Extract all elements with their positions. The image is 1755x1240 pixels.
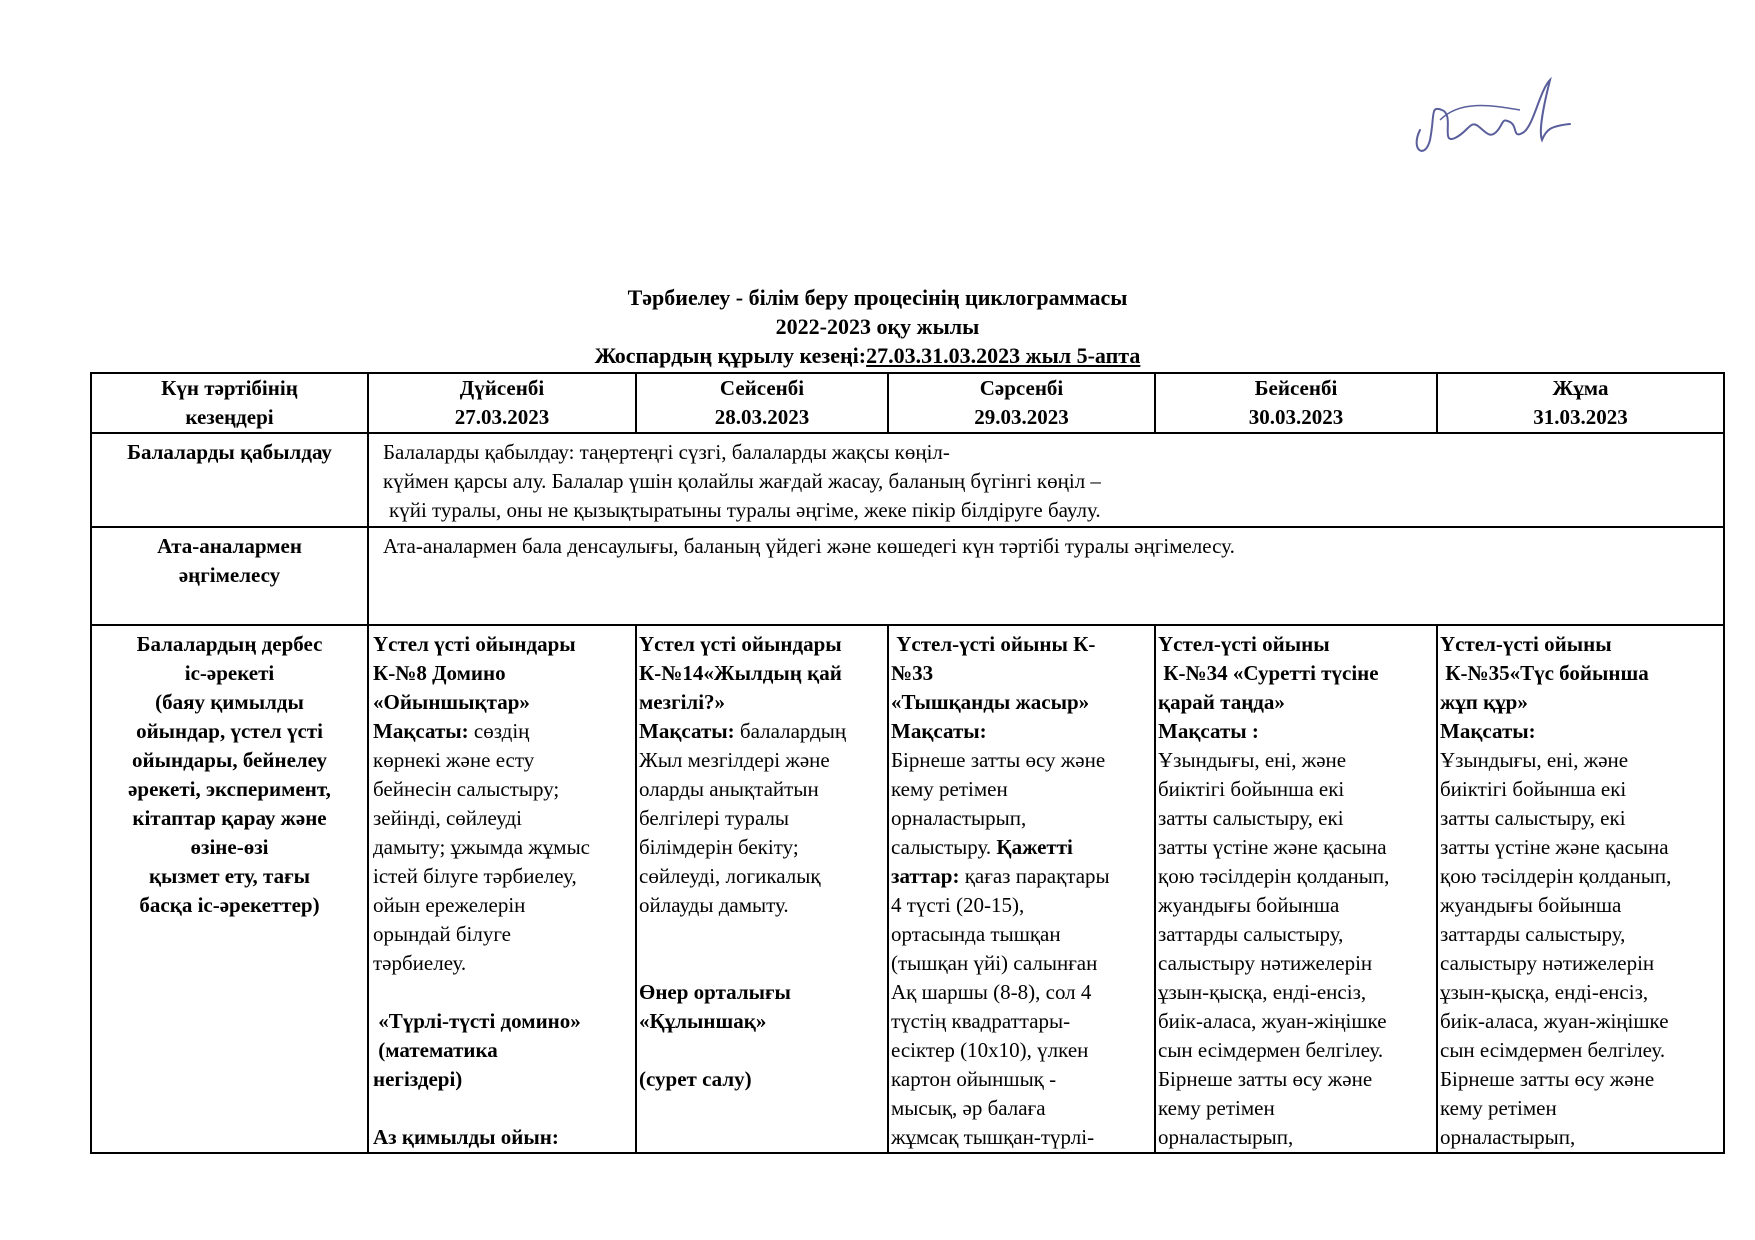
plan-period xyxy=(0,341,1745,370)
regime-header: Күн тәртібінің кезеңдері xyxy=(91,373,368,433)
academic-year: 2022-2023 оқу жылы xyxy=(775,314,980,339)
activity-thursday: Үстел-үсті ойыны К-№34 «Суретті түсіне қарай таңда» Мақсаты : Ұзындығы, ені, және биіктігі бойынша екі затты салыстыру, екі затты үстіне және қасына қою тәсілдерін қолданып, жуандығы бойынша заттарды салыстыру, салыстыру нәтижелерін ұзын-қысқа, енді-енсіз, биік-аласа, жуан-жіңішке сын есімдермен белгілеу. Бірнеше затты өсу және кему ретімен орналастырып, xyxy=(1155,625,1437,1153)
activity-tuesday: Үстел үсті ойындары К-№14«Жылдың қай мезгілі?» Мақсаты: балалардың Жыл мезгілдері және оларды анықтайтын белгілері туралы білімдерін бекіту; сөйлеуді, логикалық ойлауды дамыту. Өнер орталығы «Құлыншақ» (сурет салу) xyxy=(636,625,888,1153)
document-title: Тәрбиелеу - білім беру процесінің циклограммасы xyxy=(627,285,1128,310)
parents-text: Ата-аналармен бала денсаулығы, баланың үйдегі және көшедегі күн тәртібі туралы әңгімелесу. xyxy=(368,527,1724,625)
table-header-row xyxy=(91,373,1724,433)
activity-wednesday: Үстел-үсті ойыны К- №33 «Тышқанды жасыр» Мақсаты: Бірнеше затты өсу және кему ретімен орналастырып, салыстыру. Қажетті заттар: қағаз парақтары 4 түсті (20-15), ортасында тышқан (тышқан үйі) салынған Ақ шаршы (8-8), сол 4 түстің квадраттары- есіктер (10х10), үлкен картон ойыншық - мысық, әр балаға жұмсақ тышқан-түрлі- xyxy=(888,625,1155,1153)
row-label-parents: Ата-аналармен әңгімелесу xyxy=(91,527,368,625)
day-header-tuesday: Сейсенбі 28.03.2023 xyxy=(636,373,888,433)
handwritten-signature xyxy=(1400,60,1580,170)
day-header-thursday: Бейсенбі 30.03.2023 xyxy=(1155,373,1437,433)
day-header-wednesday: Сәрсенбі 29.03.2023 xyxy=(888,373,1155,433)
activity-friday: Үстел-үсті ойыны К-№35«Түс бойынша жұп құр» Мақсаты: Ұзындығы, ені, және биіктігі бойынша екі затты салыстыру, екі затты үстіне және қасына қою тәсілдерін қолданып, жуандығы бойынша заттарды салыстыру, салыстыру нәтижелерін ұзын-қысқа, енді-енсіз, биік-аласа, жуан-жіңішке сын есімдермен белгілеу. Бірнеше затты өсу және кему ретімен орналастырып, xyxy=(1437,625,1724,1153)
table-row-parents xyxy=(91,527,1724,625)
document-header xyxy=(0,283,1755,370)
day-header-friday: Жұма 31.03.2023 xyxy=(1437,373,1724,433)
row-label-activity: Балалардың дербес іс-әрекеті (баяу қимылды ойындар, үстел үсті ойындары, бейнелеу әрекеті, эксперимент, кітаптар қарау және өзіне-өзі қызмет ету, тағы басқа іс-әрекеттер) xyxy=(91,625,368,1153)
activity-monday: Үстел үсті ойындары К-№8 Домино «Ойыншықтар» Мақсаты: сөздің көрнекі және есту бейнесін салыстыру; зейінді, сөйлеуді дамыту; ұжымда жұмыс істей білуге тәрбиелеу, ойын ережелерін орындай білуге тәрбиелеу. «Түрлі-түсті домино» (математика негіздері) Аз қимылды ойын: xyxy=(368,625,636,1153)
plan-period-label: Жоспардың құрылу кезеңі: xyxy=(594,343,867,368)
cyclogram-table xyxy=(90,372,1725,1154)
reception-text: Балаларды қабылдау: таңертеңгі сүзгі, балаларды жақсы көңіл- күймен қарсы алу. Балалар үшін қолайлы жағдай жасау, баланың бүгінгі көңіл – күйі туралы, оны не қызықтыратыны туралы әңгіме, жеке пікір білдіруге баулу. xyxy=(368,433,1724,527)
day-header-monday: Дүйсенбі 27.03.2023 xyxy=(368,373,636,433)
plan-period-value: 27.03.31.03.2023 жыл 5-апта xyxy=(866,343,1141,368)
row-label-reception: Балаларды қабылдау xyxy=(91,433,368,527)
table-row-activity xyxy=(91,625,1724,1153)
table-row-reception xyxy=(91,433,1724,527)
